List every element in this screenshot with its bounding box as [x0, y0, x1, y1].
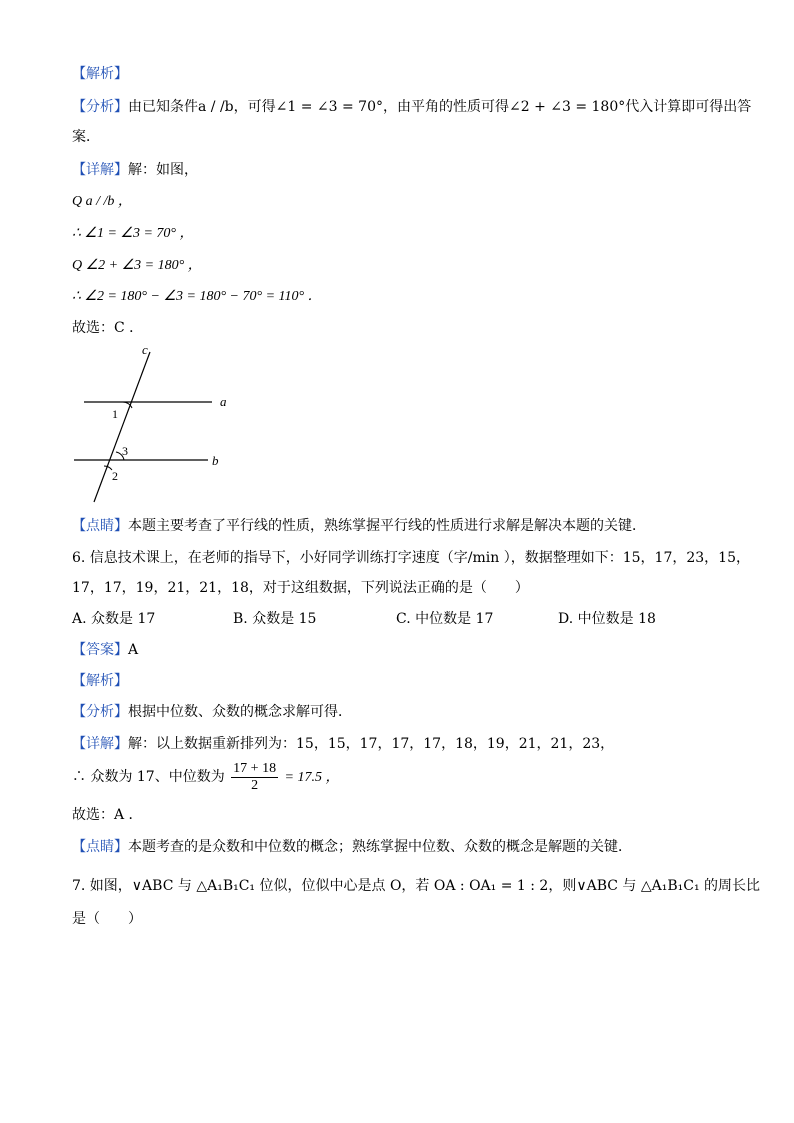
q6-fenxi-text: 根据中位数、众数的概念求解可得．	[128, 704, 352, 720]
q6-xiangjie-tag: 【详解】	[72, 736, 128, 752]
fenxi-tag: 【分析】	[72, 99, 128, 115]
fenxi-line-1	[72, 97, 751, 117]
dianjing-line	[72, 516, 646, 536]
median-fraction	[231, 761, 278, 794]
line-c	[94, 352, 150, 502]
q6-dianjing-line	[72, 837, 632, 857]
median-suffix: = 17.5 ，	[284, 770, 340, 785]
q6-answer-choice: 故选：A ．	[72, 807, 143, 823]
q6-fenxi-line	[72, 702, 352, 722]
xiangjie-text: 解：如图，	[128, 162, 198, 178]
answer-line: 故选：C ．	[72, 320, 144, 336]
q6-option-a: A. 众数是 17	[72, 611, 156, 627]
q6-fenxi-tag: 【分析】	[72, 704, 128, 720]
label-2: 2	[112, 469, 118, 483]
solution-step-3: Q ∠2 + ∠3 = 180° ，	[72, 258, 202, 273]
q6-median-line	[72, 760, 339, 794]
q6-option-b: B. 众数是 15	[233, 611, 317, 627]
q7-stem-line-2: 是（ ）	[72, 911, 142, 927]
fraction-numerator: 17 + 18	[233, 760, 277, 776]
label-b: b	[212, 453, 219, 468]
solution-step-1: Q a / /b ，	[72, 194, 132, 209]
q6-stem-line-2: 17，17，19，21，21，18，对于这组数据，下列说法正确的是（ ）	[72, 580, 529, 596]
q6-option-d: D. 中位数是 18	[558, 611, 656, 627]
q6-option-c: C. 中位数是 17	[396, 611, 494, 627]
solution-step-4: ∴ ∠2 = 180° − ∠3 = 180° − 70° = 110° ．	[72, 289, 322, 304]
fenxi-line-2: 案．	[72, 129, 100, 145]
label-c: c	[142, 342, 148, 357]
daan-tag: 【答案】	[72, 642, 128, 658]
median-prefix: ∴ 众数为 17、中位数为	[72, 769, 225, 785]
daan-value: A	[128, 642, 139, 658]
solution-step-2: ∴ ∠1 = ∠3 = 70° ，	[72, 226, 194, 241]
dianjing-text: 本题主要考查了平行线的性质，熟练掌握平行线的性质进行求解是解决本题的关键．	[128, 518, 646, 534]
q6-dianjing-tag: 【点睛】	[72, 839, 128, 855]
q7-stem-line-1: 7. 如图，∨ABC 与 △A₁B₁C₁ 位似，位似中心是点 O，若 OA : OA₁ = 1 : 2，则∨ABC 与 △A₁B₁C₁ 的周长比	[72, 878, 761, 894]
q6-stem-line-1: 6. 信息技术课上，在老师的指导下，小好同学训练打字速度（字/min ），数据整理如下：15，17，23，15，	[72, 550, 750, 566]
dianjing-tag: 【点睛】	[72, 518, 128, 534]
fenxi-text: 由已知条件a / /b，可得∠1 = ∠3 = 70°，由平角的性质可得∠2 + ∠3 = 180°代入计算即可得出答	[128, 99, 752, 115]
xiangjie-tag: 【详解】	[72, 162, 128, 178]
fraction-denominator: 2	[251, 777, 259, 793]
label-1: 1	[112, 407, 118, 421]
q6-answer-line	[72, 640, 138, 660]
parallel-lines-figure	[70, 342, 240, 507]
label-a: a	[220, 394, 227, 409]
angle-2-arc	[104, 466, 112, 470]
q6-dianjing-text: 本题考查的是众数和中位数的概念；熟练掌握中位数、众数的概念是解题的关键．	[128, 839, 632, 855]
q6-xiangjie-line	[72, 734, 614, 754]
q6-xiangjie-text: 解：以上数据重新排列为：15，15，17，17，17，18，19，21，21，23，	[128, 736, 615, 752]
label-3: 3	[122, 444, 128, 458]
jiexi-heading: 【解析】	[72, 66, 128, 82]
q6-jiexi-heading: 【解析】	[72, 673, 128, 689]
xiangjie-line	[72, 160, 198, 180]
